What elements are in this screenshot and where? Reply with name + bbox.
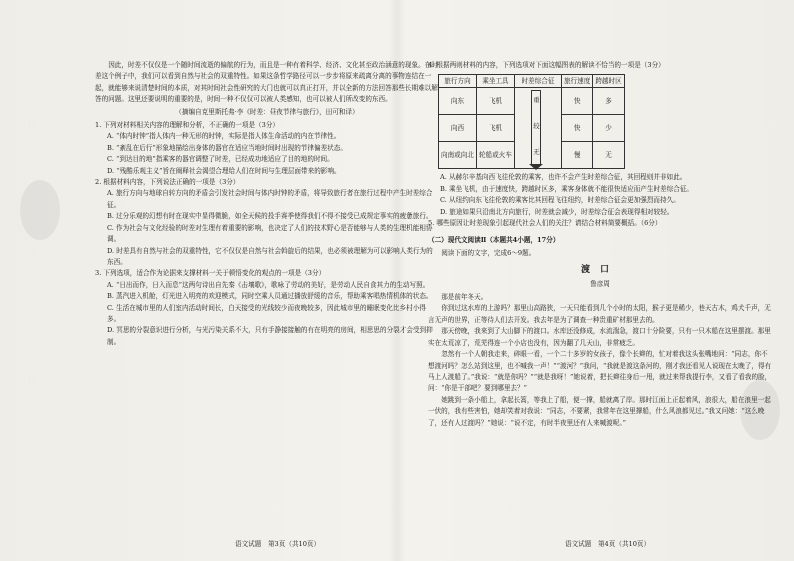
arrow-label: 较	[533, 122, 540, 131]
intro-paragraph: 因此，时差不仅仅是一个随时间流逝的偏航的行为，而且是一种有着科学、经济、文化甚至政治涵意的现象。在时差这个例子中，我们可以看到自然与社会的双重特性。如果这条哲学路径可以一步步将原来疏离分离的事物连结在一起，就能够来说清楚时间的本质，对其时间社会性研究的大门也就可以真正打开，并以全新的方法回答那些长期难以解答的问题。这里还要说明的重要的是，时间一种不仅仅可以被人类感知，也可以被人们所改变的东西。	[95, 61, 438, 104]
arrow-label: 重	[533, 96, 540, 105]
question-3	[95, 268, 439, 348]
table-cell: 少	[593, 115, 624, 142]
story-author: 鲁彦周	[590, 279, 610, 288]
scan-shadow	[20, 180, 60, 240]
option-b[interactable]: B. “紊乱在后行”形象地描绘出身体的器官在适应当地时间时出现的节律偏差状态。	[107, 143, 347, 152]
table-cell: 飞机	[476, 115, 514, 142]
option-a[interactable]: A. 从赫尔辛基向西飞往伦敦的乘客，也许不会产生时差综合征，其回程则并非如此。	[440, 173, 687, 182]
question-5-stem: 5. 哪些原因让时差现象引起现代社会人们的关注？请结合材料简要概括。（6分）	[428, 219, 662, 228]
right-page	[428, 60, 772, 530]
table-cell: 慢	[561, 142, 592, 169]
option-c[interactable]: C. 从纽约向东飞往伦敦的乘客比其回程飞往纽约，时差综合征会更加强烈而持久。	[440, 196, 680, 205]
table-header: 旅行方向	[439, 75, 477, 88]
table-cell: 向南或向北	[439, 142, 477, 169]
option-b[interactable]: B. 过分乐观的幻想有时在现实中显得微脆，如全天候的投手赛季使得我们不得不接受已成规定事实的疲惫旅行。	[107, 212, 433, 221]
option-d[interactable]: D. 时差具有自然与社会的双重特性，它不仅仅是自然与社会斡旋后的结果，也必须被理解为可以影响人类行为的东西。	[107, 246, 433, 266]
source-citation: （摘编自克里斯托弗·李《时差：昼夜节律与旅行》，田可和译）	[175, 107, 359, 116]
option-d[interactable]: D. “残酷乐观主义”旨在阐释社会渴望合理给人们在时间与生理层面带来的影响。	[107, 166, 341, 175]
option-d[interactable]: D. 旅途如果只沿南北方向旅行，时差就会减少，时差综合征会表现得相对较轻。	[440, 207, 674, 216]
story-paragraph: 那天傍晚，我来到了大山脚下的渡口。水库还没修成，水流湍急，渡口十分险要，只有一只木船在这里摆渡。那里实在太荒凉了，荒芜得连一个小店也没有，因为翻了几天山，非常疲乏。	[428, 327, 771, 347]
option-c[interactable]: C. “到达目的地”指乘客的器官调整了时差，已经成功地适应了目的地的时间。	[107, 155, 334, 164]
option-a[interactable]: A. “体内时钟”指人体内一种无形的时钟，实际是指人体生命活动的内在节律性。	[107, 132, 341, 141]
story-paragraph: 忽然有一个人朝我走来，碎眼一看，一个二十多岁的女孩子，像个长辫的，忙对着我这头张嘴地问：“同志，你不想渡河吗？怎么站到这里，也不喊我一声！”“渡河？”我问，“我就是渡这条河的，刚才我还看见人说现在太晚了，得有马上人渡船了。”我说：“就是你吗？”“就是我呀！”她说着，把长辫往身后一甩，就过来帮我提行李，又看了看我的脸，问：“你是干部吧？要到哪里去？”	[428, 350, 772, 393]
table-header: 跨越时区	[593, 75, 624, 88]
left-page	[95, 60, 439, 530]
table-row	[439, 88, 625, 115]
story-paragraph: 你到过这水库的上游吗？那里山高路狭，一天只能看到几个小时的太阳，猴子更是稀少，巷天古木，鸡犬千声，无言无声的世界，正等待人们去开发。我去年是为了调查一种贵重矿材那里去的。	[428, 304, 771, 324]
option-b[interactable]: B. 乘坐飞机，由于速度快，跨越时区多，乘客身体就不能很快适应而产生时差综合征。	[440, 184, 694, 193]
table-header: 乘坐工具	[476, 75, 514, 88]
option-b[interactable]: B. 蒸汽进入机舱，灯光进入明亮的欢迎模式，同时空乘人员通过播放舒缓的音乐，帮助乘客唱热情机体的状态。	[107, 292, 433, 301]
table-header: 旅行速度	[561, 75, 592, 88]
option-a[interactable]: A. 旅行方向与地球自转方向的矛盾会引发社会时间与体内时钟的矛盾，将导致旅行者在旅行过程中产生时差综合征。	[107, 189, 433, 209]
option-a[interactable]: A. “日出而作，日入而息”这两句诗出自先秦《击壤歌》，歌咏了劳动的美好，是劳动人民自食其力的生动写照。	[107, 280, 430, 289]
table-cell: 快	[561, 115, 592, 142]
table-cell: 向东	[439, 88, 477, 115]
table-cell: 轮船或火车	[476, 142, 514, 169]
option-d[interactable]: D. 冥思的分裂意识进行分析，与光污染关系不大，只有手静接接触的有在明亮的房间，相思思的分裂才会受到抑制。	[107, 326, 433, 346]
question-stem: 3. 下列选项，适合作为论据来支撑材料一关于顿悟变化的观点的一项是（3分）	[95, 269, 326, 278]
question-stem: 4. 根据两则材料的内容，下列选项对下面这幅图表的解读不恰当的一项是（3分）	[428, 61, 665, 69]
severity-arrow-cell	[514, 88, 561, 169]
table-cell: 快	[561, 88, 592, 115]
story-paragraph: 那是前年冬天。	[441, 293, 488, 302]
table-cell: 无	[593, 142, 624, 169]
arrow-label: 无	[533, 148, 540, 157]
page-footer-right: 语文试题 第4页（共10页）	[565, 540, 651, 548]
table-header-row	[439, 75, 625, 88]
option-c[interactable]: C. 作为社会与文化经验的时差对生理有着重要的影响，也决定了人们的技术野心是否能够与人类的生理机能相协调。	[107, 223, 433, 244]
table-header: 时差综合征	[514, 75, 561, 88]
section-title: （二）现代文阅读Ⅱ（本题共4小题，17分）	[428, 236, 560, 245]
table-cell: 向西	[439, 115, 477, 142]
story-title: 渡口	[580, 265, 619, 276]
down-arrow-icon	[531, 90, 541, 164]
story-paragraph: 她跳到一条小船上，拿起长篙，等我上了船，便一撑，船就离了岸。那时江面上正起着风，浪很大，船在浪里一起一伏的，我有些害怕，她却笑着对我说：“同志，不要紧，我常年在这里撑船，什么风浪都见过。”我又问她：“这么晚了，还有人过渡吗？”她说：“说不定，有时半夜里还有人来喊渡呢。”	[428, 395, 771, 427]
jetlag-chart-table	[438, 74, 625, 169]
option-c[interactable]: C. 生活在城市里的人们室内活动时间长，白天接受的光线较少而夜晚较多，因此城市里的睡眠变化比乡村小得多。	[107, 303, 426, 323]
question-stem: 2. 根据材料内容，下列说法正确的一项是（3分）	[95, 178, 240, 187]
question-1	[95, 120, 439, 177]
table-cell: 飞机	[476, 88, 514, 115]
table-cell: 多	[593, 88, 624, 115]
section-instruction: 阅读下面的文字，完成6～9题。	[441, 248, 536, 257]
question-stem: 1. 下列对材料相关内容的理解和分析，不正确的一项是（3分）	[95, 121, 280, 130]
page-footer-left: 语文试题 第3页（共10页）	[235, 540, 321, 548]
question-4	[428, 60, 772, 218]
question-2	[95, 177, 439, 268]
